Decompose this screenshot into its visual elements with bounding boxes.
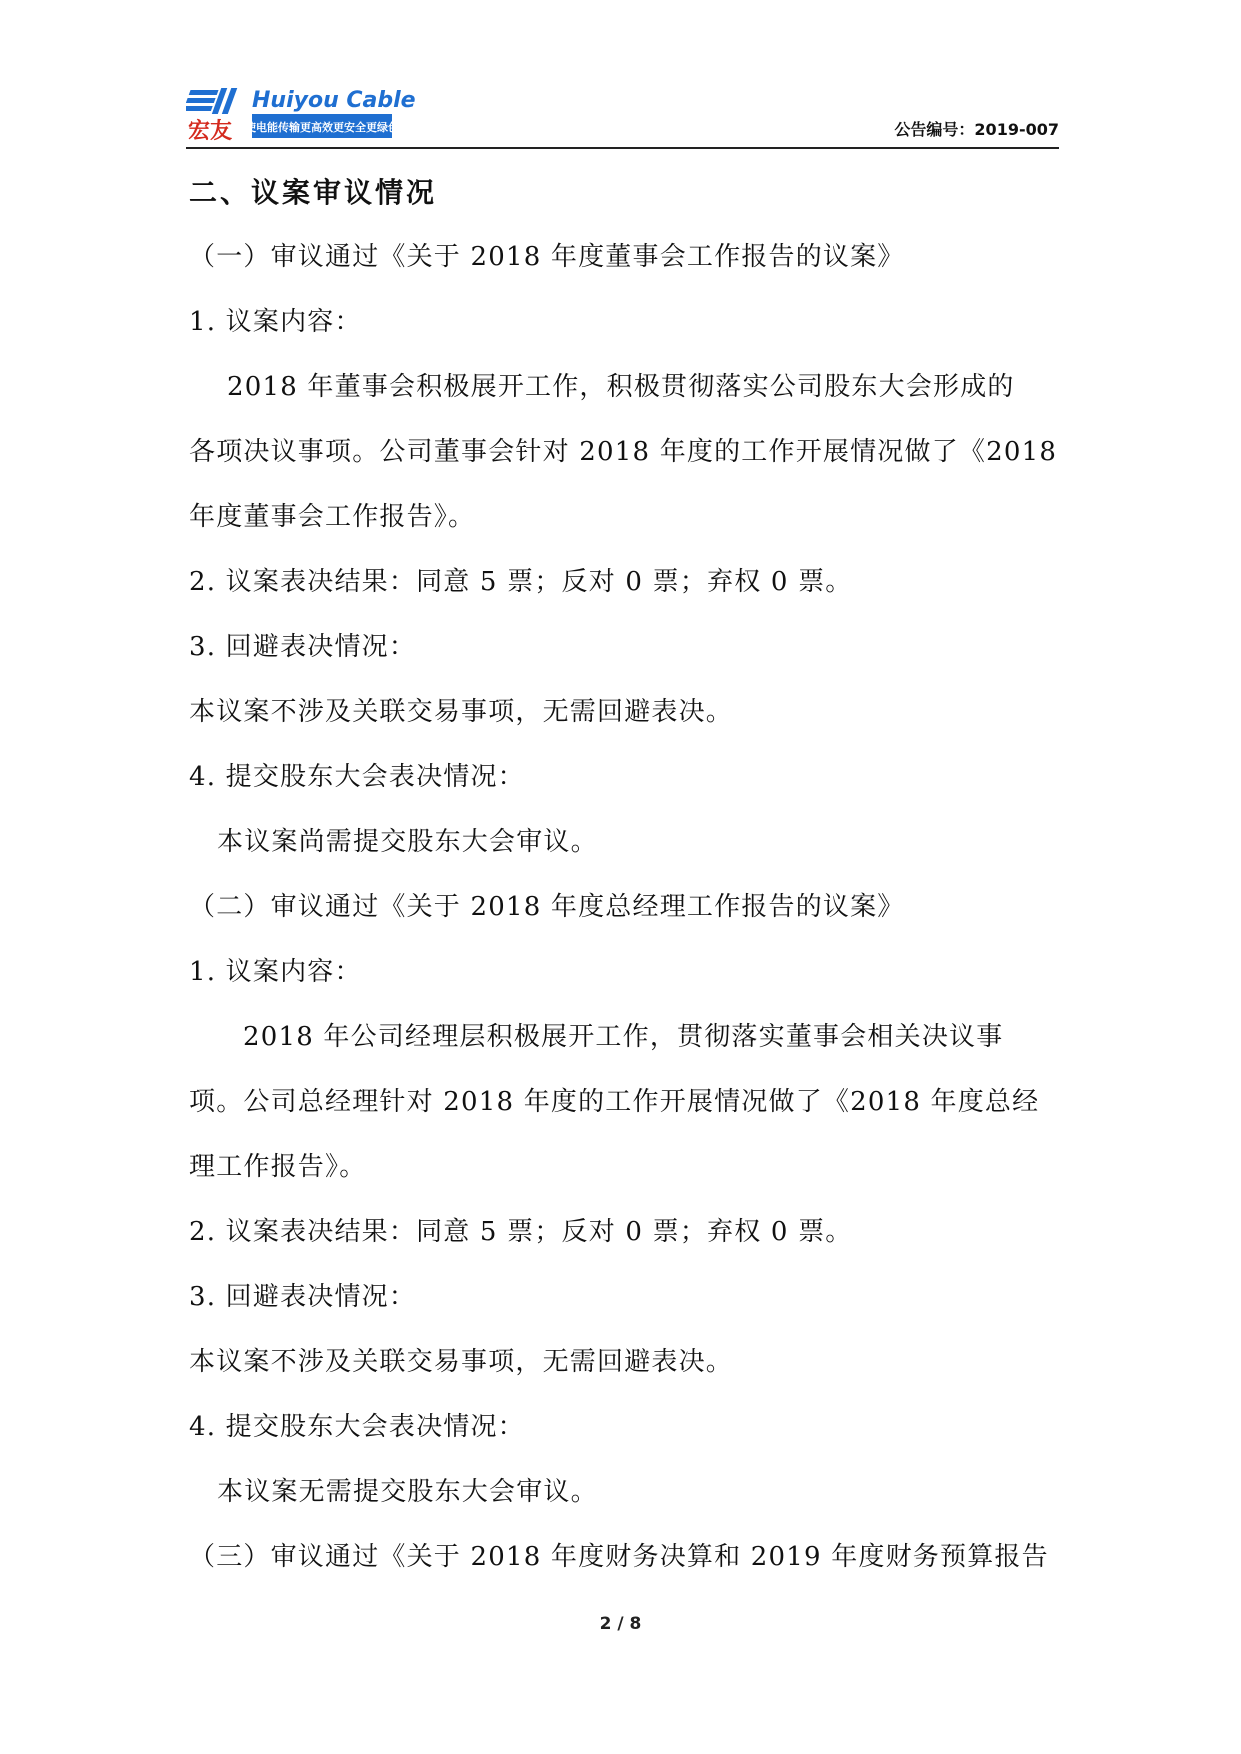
motion-heading-1: （一）审议通过《关于 2018 年度董事会工作报告的议案》 (189, 242, 905, 272)
paragraph-line: 各项决议事项。公司董事会针对 2018 年度的工作开展情况做了《2018 (189, 437, 1058, 467)
header-divider (186, 147, 1059, 149)
logo-slogan: 使电能传输更高效更安全更绿色 (245, 121, 399, 134)
paragraph-line: 理工作报告》。 (189, 1152, 367, 1182)
motion-heading-2: （二）审议通过《关于 2018 年度总经理工作报告的议案》 (189, 892, 905, 922)
company-logo (186, 86, 426, 142)
paragraph-line: 本议案无需提交股东大会审议。 (217, 1477, 598, 1507)
logo-cn-text: 宏友 (188, 119, 233, 142)
paragraph-line: 项。公司总经理针对 2018 年度的工作开展情况做了《2018 年度总经 (189, 1087, 1040, 1117)
logo-en-text: Huiyou Cable (252, 88, 416, 113)
item-label: 3. 回避表决情况： (189, 632, 417, 662)
page-number: 2 / 8 (599, 1614, 642, 1634)
item-label: 3. 回避表决情况： (189, 1282, 417, 1312)
item-label: 4. 提交股东大会表决情况： (189, 762, 525, 792)
page-header (186, 86, 1059, 148)
paragraph-line: 本议案不涉及关联交易事项，无需回避表决。 (189, 1347, 734, 1377)
paragraph-line: 本议案尚需提交股东大会审议。 (217, 827, 598, 857)
paragraph-line: 年度董事会工作报告》。 (189, 502, 476, 532)
vote-result: 2. 议案表决结果：同意 5 票；反对 0 票；弃权 0 票。 (189, 567, 853, 597)
motion-heading-3: （三）审议通过《关于 2018 年度财务决算和 2019 年度财务预算报告 (189, 1542, 1049, 1572)
item-label: 1. 议案内容： (189, 307, 362, 337)
item-label: 1. 议案内容： (189, 957, 362, 987)
notice-number: 公告编号：2019-007 (894, 120, 1059, 139)
vote-result: 2. 议案表决结果：同意 5 票；反对 0 票；弃权 0 票。 (189, 1217, 853, 1247)
section-title: 二、议案审议情况 (189, 176, 438, 209)
paragraph-line: 2018 年董事会积极展开工作，积极贯彻落实公司股东大会形成的 (227, 372, 1015, 402)
item-label: 4. 提交股东大会表决情况： (189, 1412, 525, 1442)
paragraph-line: 2018 年公司经理层积极展开工作，贯彻落实董事会相关决议事 (243, 1022, 1004, 1052)
paragraph-line: 本议案不涉及关联交易事项，无需回避表决。 (189, 697, 734, 727)
document-body (189, 160, 1059, 1590)
